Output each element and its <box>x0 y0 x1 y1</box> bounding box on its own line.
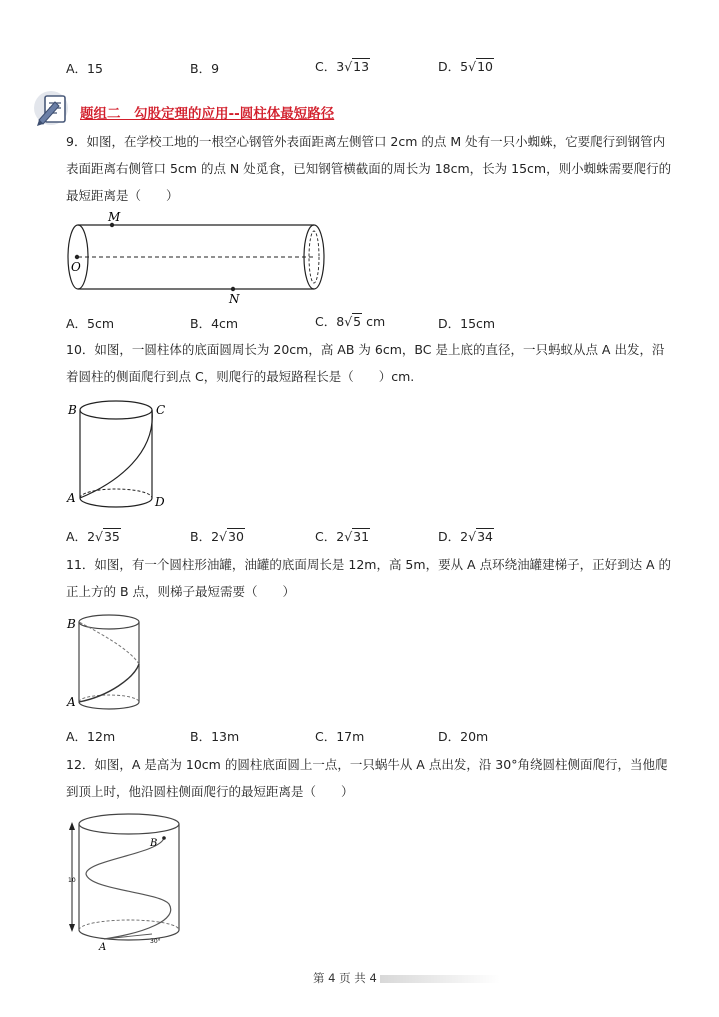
q8-option-c: C．3√13 <box>315 59 370 74</box>
q12-label-a: A <box>99 942 107 953</box>
section-title: 题组二 勾股定理的应用--圆柱体最短路径 <box>80 106 335 122</box>
q8-option-d: D．5√10 <box>438 59 493 74</box>
q10-option-b: B．2√30 <box>190 529 244 544</box>
q10-label-d: D <box>155 495 165 509</box>
q10-figure-cylinder <box>64 392 184 521</box>
q10-option-a: A．2√35 <box>66 529 120 544</box>
q10-text: 10．如图，一圆柱体的底面圆周长为 20cm，高 AB 为 6cm，BC 是上底的直径，一只蚂蚁从点 A 出发，沿着圆柱的侧面爬行到点 C，则爬行的最短路程长是（ ）cm. <box>66 342 665 384</box>
q11-option-b: B．13m <box>190 729 240 744</box>
q11-text: 11．如图，有一个圆柱形油罐，油罐的底面周长是 12m，高 5m，要从 A 点环绕油罐建梯子，正好到达 A 的正上方的 B 点，则梯子最短需要（ ） <box>66 557 672 599</box>
q8-option-b: B．9 <box>190 61 220 76</box>
q8-option-a: A．15 <box>66 61 103 76</box>
q11-option-c: C．17m <box>315 729 365 744</box>
q12-text: 12．如图，A 是高为 10cm 的圆柱底面圆上一点，一只蜗牛从 A 点出发，沿 30°角绕圆柱侧面爬行，当他爬到顶上时，他沿圆柱侧面爬行的最短距离是（ ） <box>66 757 668 799</box>
q10-label-b: B <box>68 403 77 417</box>
q9-label-m: M <box>108 212 121 224</box>
q12-label-b: B <box>150 838 158 849</box>
q11-option-d: D．20m <box>438 729 489 744</box>
q10-label-c: C <box>156 403 166 417</box>
q9-option-d: D．15cm <box>438 316 496 331</box>
q9-option-a: A．5cm <box>66 316 115 331</box>
q9-figure-pipe <box>64 212 334 307</box>
footer-fade-bar <box>380 975 500 983</box>
page-number: 第 4 页 共 4 <box>313 971 377 985</box>
document-pencil-icon <box>33 88 75 128</box>
q12-figure-spiral <box>64 808 194 957</box>
q9-label-n: N <box>229 292 240 304</box>
q11-figure-tank <box>64 608 154 721</box>
q10-option-c: C．2√31 <box>315 529 370 544</box>
q9-text: 9．如图，在学校工地的一根空心钢管外表面距离左侧管口 2cm 的点 M 处有一只小蜘蛛，它要爬行到钢管内表面距离右侧管口 5cm 的点 N 处觅食，已知钢管横截面的周长为 18cm，长为 15cm，则小蜘蛛需要爬行的最短距离是（ ） <box>66 134 672 203</box>
q11-option-a: A．12m <box>66 729 116 744</box>
q10-option-d: D．2√34 <box>438 529 493 544</box>
q11-label-b: B <box>67 617 76 631</box>
q10-label-a: A <box>67 491 76 505</box>
q9-option-c: C．8√5 cm <box>315 314 386 329</box>
q12-label-height: 10 <box>68 877 76 884</box>
q11-label-a: A <box>67 695 76 709</box>
q9-label-o: O <box>71 260 81 274</box>
q9-option-b: B．4cm <box>190 316 239 331</box>
page-footer <box>313 970 500 986</box>
q12-label-angle: 30° <box>150 938 161 945</box>
